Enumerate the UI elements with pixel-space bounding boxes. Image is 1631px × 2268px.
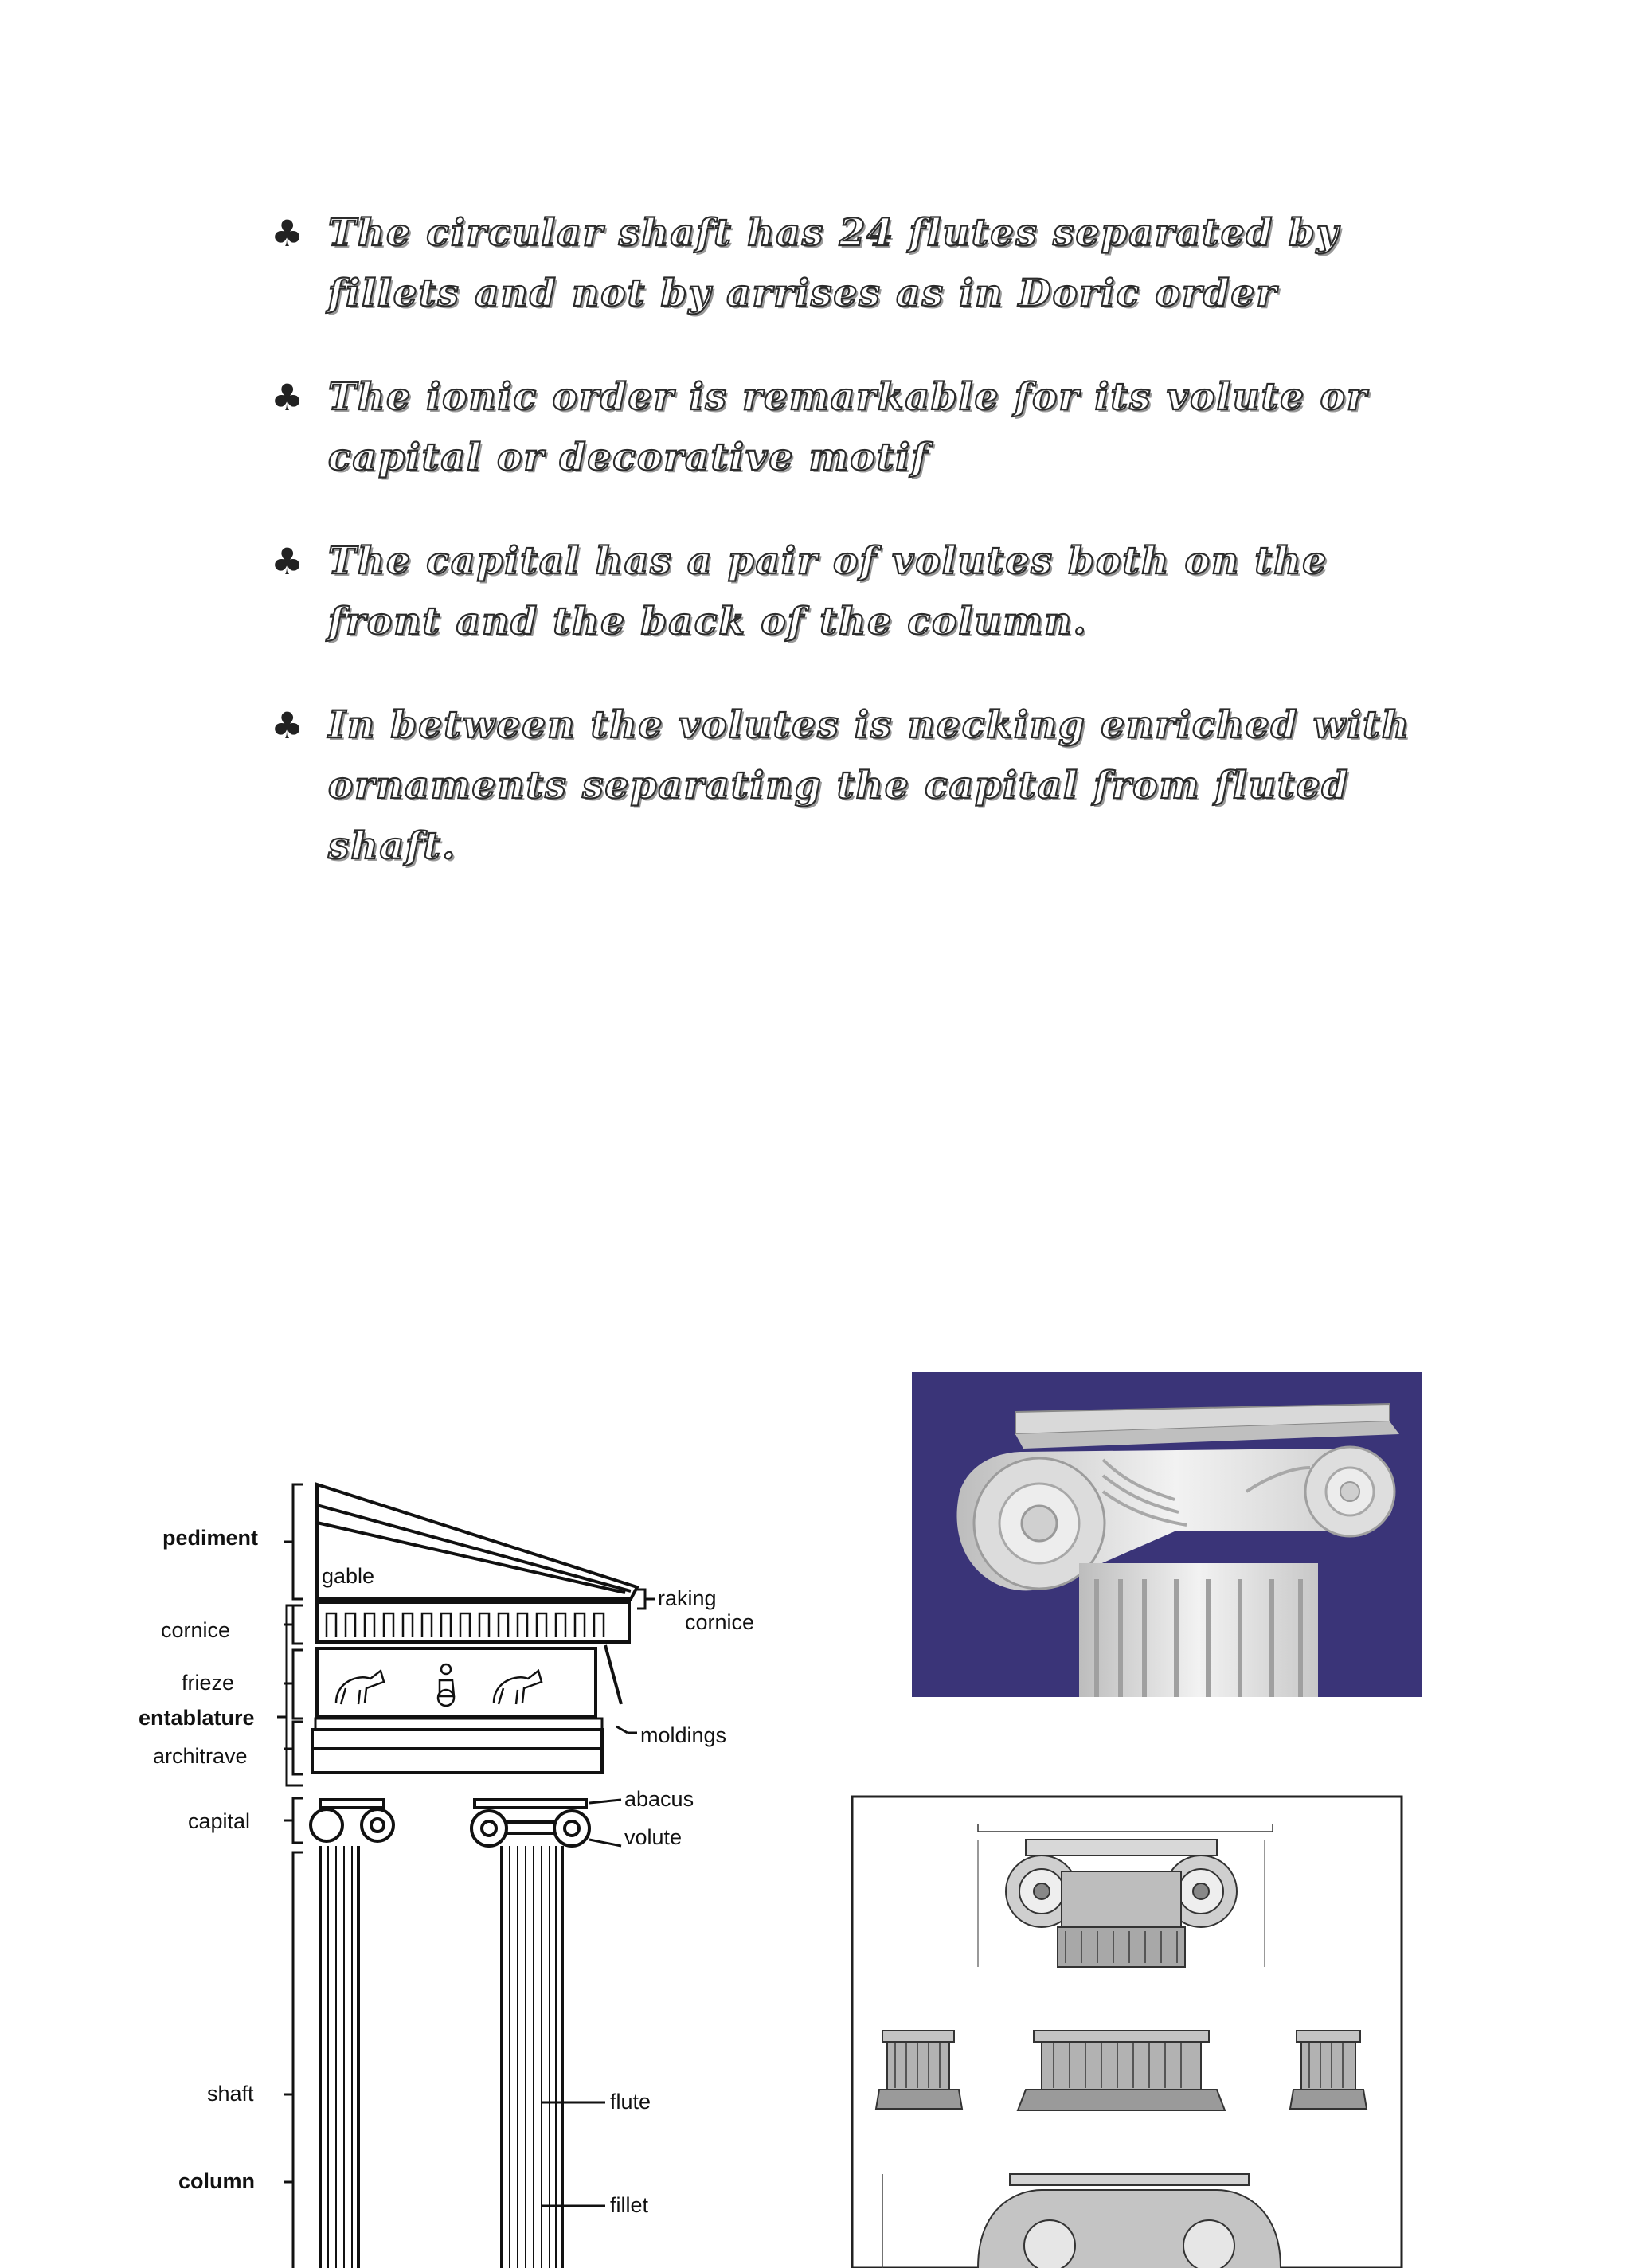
bullet-text-4: In between the volutes is necking enriched with ornaments separating the capital from fluted shaft.: [328, 703, 1411, 868]
club-icon: ♣: [271, 212, 306, 255]
bullet-item-3: [271, 531, 1418, 652]
entablature-label: entablature: [139, 1706, 255, 1730]
gable-label: gable: [322, 1564, 375, 1588]
moldings-label: moldings: [640, 1723, 727, 1747]
capital-label: capital: [188, 1809, 251, 1833]
bullet-text-3: The capital has a pair of volutes both on the front and the back of the column.: [328, 539, 1328, 643]
club-icon: ♣: [271, 540, 306, 583]
bullet-item-4: [271, 695, 1418, 877]
flute-label: flute: [610, 2090, 651, 2114]
column-label: column: [178, 2169, 256, 2193]
raking-label: raking: [658, 1586, 717, 1610]
frieze-label: frieze: [182, 1671, 235, 1695]
shaft-label: shaft: [207, 2082, 254, 2106]
bullet-item-1: [271, 203, 1418, 324]
ionic-order-diagram: [127, 1465, 796, 2268]
club-icon: ♣: [271, 376, 306, 419]
bullet-text-2: The ionic order is remarkable for its volute or capital or decorative motif: [328, 375, 1368, 479]
cornice-label: cornice: [161, 1618, 231, 1642]
architrave-label: architrave: [153, 1744, 248, 1768]
fillet-label: fillet: [610, 2193, 649, 2217]
bullet-list: [271, 203, 1418, 920]
bullet-item-2: [271, 367, 1418, 488]
bullet-text-1: The circular shaft has 24 flutes separated by fillets and not by arrises as in Doric order: [328, 211, 1340, 315]
ionic-capital-photo: [912, 1372, 1422, 1697]
abacus-label: abacus: [624, 1787, 694, 1811]
volute-label: volute: [624, 1825, 683, 1849]
club-icon: ♣: [271, 704, 306, 747]
pediment-label: pediment: [162, 1526, 259, 1550]
ionic-capital-engraving: [851, 1792, 1403, 2268]
raking-cornice-label: cornice: [685, 1610, 755, 1634]
